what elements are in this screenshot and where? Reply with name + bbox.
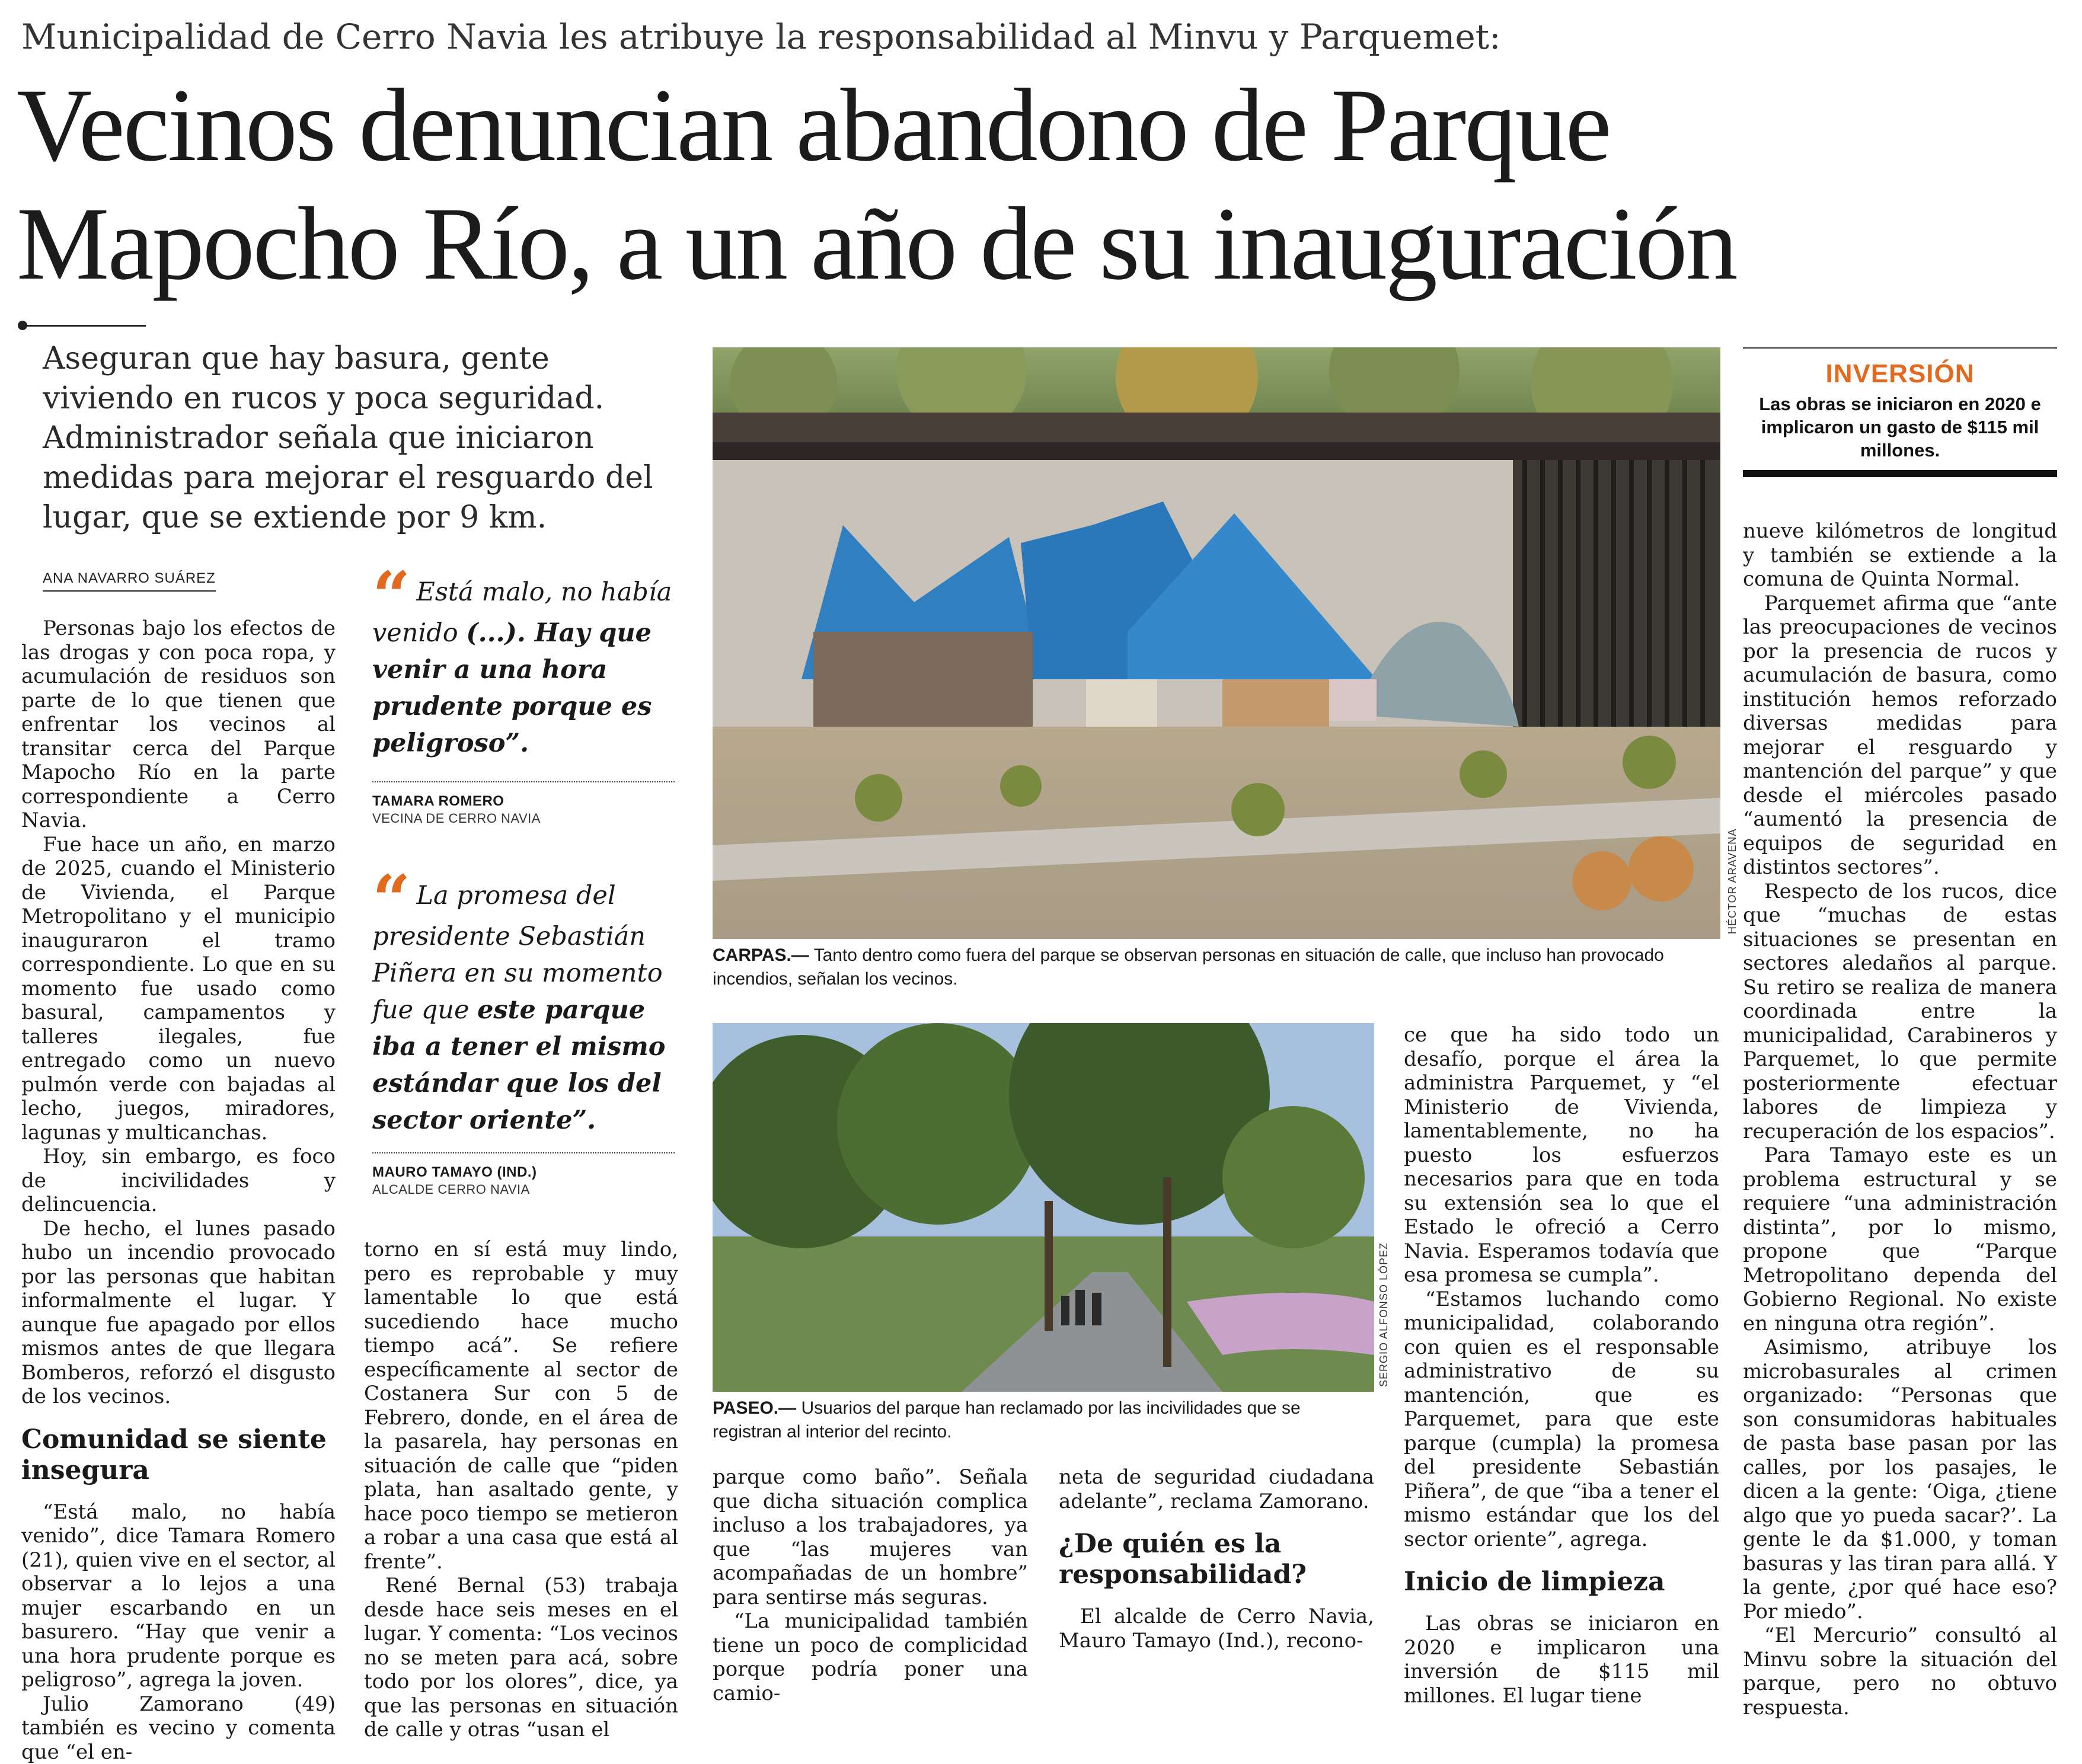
headline <box>17 66 2056 303</box>
column-5 <box>1404 1023 1719 1708</box>
headline-line-2: Mapocho Río, a un año de su inauguración <box>17 185 2056 303</box>
quote-text: La promesa del presidente Sebastián Piñera en su momento fue que <box>372 881 663 1025</box>
paragraph: De hecho, el lunes pasado hubo un incendio provocado por las personas que habitan informalmente el lugar. Y aunque fue apagado por ellos mismos antes de que llegara Bomberos, reforzó el disgusto de los vecinos. <box>21 1217 336 1409</box>
decorative-rule <box>21 325 146 327</box>
headline-line-1: Vecinos denuncian abandono de Parque <box>17 66 2056 185</box>
photo-credit: SERGIO ALFONSO LÓPEZ <box>1378 1242 1390 1387</box>
caption-label: CARPAS.— <box>713 945 809 965</box>
quote-mark-icon: “ <box>372 558 410 635</box>
caption-text: Tanto dentro como fuera del parque se observan personas en situación de calle, que incluso han provocado incendios, señalan los vecinos. <box>713 945 1664 989</box>
paragraph: nueve kilómetros de longitud y también se extiende a la comuna de Quinta Normal. <box>1743 519 2057 592</box>
quote-author-role: VECINA DE CERRO NAVIA <box>372 811 541 826</box>
column-2 <box>364 1238 678 1742</box>
paragraph: parque como baño”. Señala que dicha situación complica incluso a los trabajadores, ya que “las mujeres van acompañadas de un hombre” para sentirse más seguras. <box>713 1465 1028 1609</box>
paragraph: “La municipalidad también tiene un poco de complicidad porque podría poner una camio- <box>713 1609 1028 1705</box>
caption-label: PASEO.— <box>713 1398 796 1418</box>
quote-divider <box>372 1152 675 1153</box>
kicker: Municipalidad de Cerro Navia les atribuye la responsabilidad al Minvu y Parquemet: <box>21 17 2061 57</box>
quote-text: Está malo, no había venido <box>372 577 672 648</box>
photo-caption <box>713 1396 1374 1444</box>
quote-author: TAMARA ROMERO <box>372 793 504 810</box>
subheading: Inicio de limpieza <box>1404 1567 1719 1597</box>
subheading: ¿De quién es la responsabilidad? <box>1059 1529 1374 1590</box>
paragraph: neta de seguridad ciudadana adelante”, reclama Zamorano. <box>1059 1465 1374 1513</box>
pull-quote-2 <box>372 877 675 1139</box>
column-6 <box>1743 519 2057 1720</box>
paragraph: “Está malo, no había venido”, dice Tamara Romero (21), quien vive en el sector, al observar a lo lejos a una mujer escarbando en un basurero. “Hay que venir a una hora prudente porque es peligroso”, agrega la joven. <box>21 1500 336 1692</box>
paragraph: Julio Zamorano (49) también es vecino y comenta que “el en- <box>21 1692 336 1764</box>
decorative-dot <box>18 321 27 330</box>
paragraph: torno en sí está muy lindo, pero es reprobable y muy lamentable lo que está sucediendo hace mucho tiempo acá”. Se refiere específicamente al sector de Costanera Sur con 5 de Febrero, donde, en el área de la pasarela, hay personas en situación de calle que “piden plata, han asaltado gente, y hace poco tiempo se metieron a robar a una casa que está al frente”. <box>364 1238 678 1574</box>
inversion-text: Las obras se iniciaron en 2020 e implicaron un gasto de $115 mil millones. <box>1743 392 2057 462</box>
column-1 <box>21 616 336 1764</box>
quote-mark-icon: “ <box>372 861 410 939</box>
paragraph: “El Mercurio” consultó al Minvu sobre la situación del parque, pero no obtuvo respuesta. <box>1743 1624 2057 1720</box>
column-4 <box>1059 1465 1374 1653</box>
pull-quote-1 <box>372 574 675 762</box>
paragraph: Hoy, sin embargo, es foco de incivilidades y delincuencia. <box>21 1145 336 1217</box>
quote-bold-text: (...). Hay que venir a una hora prudente porque es peligroso <box>372 618 652 758</box>
paragraph: Para Tamayo este es un problema estructural y se requiere “una administración distinta”, por lo mismo, propone que “Parque Metropolitano dependa del Gobierno Regional. No existe en ninguna otra región”. <box>1743 1143 2057 1335</box>
tents-illustration <box>713 347 1720 939</box>
inversion-title: INVERSIÓN <box>1743 359 2057 389</box>
deck: Aseguran que hay basura, gente viviendo en rucos y poca seguridad. Administrador señala que iniciaron medidas para mejorar el resguardo del lugar, que se extiende por 9 km. <box>43 339 659 538</box>
quote-author-role: ALCALDE CERRO NAVIA <box>372 1182 530 1197</box>
subheading: Comunidad se siente insegura <box>21 1424 336 1486</box>
photo-path <box>713 1023 1374 1392</box>
photo-caption <box>713 944 1732 991</box>
paragraph: René Bernal (53) trabaja desde hace seis meses en el lugar. Y comenta: “Los vecinos no se meten para acá, sobre todo por los olores”, dice, ya que las personas en situación de calle y otras “usan el <box>364 1574 678 1742</box>
paragraph: Las obras se iniciaron en 2020 e implicaron una inversión de $115 mil millones. El lugar tiene <box>1404 1612 1719 1708</box>
photo-credit: HÉCTOR ARAVENA <box>1726 829 1739 934</box>
caption-text: Usuarios del parque han reclamado por las incivilidades que se registran al interior del recinto. <box>713 1398 1301 1442</box>
quote-author: MAURO TAMAYO (IND.) <box>372 1164 537 1181</box>
paragraph: Fue hace un año, en marzo de 2025, cuando el Ministerio de Vivienda, el Parque Metropolitano y el municipio inauguraron el tramo correspondiente. Lo que en su momento fue usado como basural, campamentos y talleres ilegales, fue entregado como un nuevo pulmón verde con bajadas al lecho, juegos, miradores, lagunas y multicanchas. <box>21 833 336 1145</box>
paragraph: Personas bajo los efectos de las drogas y con poca ropa, y acumulación de residuos son parte de lo que tienen que enfrentar los vecinos al transitar cerca del Parque Mapocho Río en la parte correspondiente a Cerro Navia. <box>21 616 336 833</box>
byline: ANA NAVARRO SUÁREZ <box>43 570 216 592</box>
quote-end: ”. <box>505 728 529 758</box>
quote-divider <box>372 781 675 782</box>
path-illustration <box>713 1023 1374 1392</box>
paragraph: “Estamos luchando como municipalidad, colaborando con quien es el responsable administrativo de su mantención, que es Parquemet, para que este parque (cumpla) la promesa del presidente Sebastián Piñera”, de que “iba a tener el mismo estándar que los del sector oriente”, agrega. <box>1404 1287 1719 1552</box>
paragraph: Asimismo, atribuye los microbasurales al crimen organizado: “Personas que son consumidoras habituales de pasta base pasan por las calles, por los pasajes, le dicen a la gente: ‘Oiga, ¿tiene algo que yo pueda sacar?’. La gente le da $1.000, y toman basuras y las tiran para allá. Y la gente, ¿por qué hace eso? Por miedo”. <box>1743 1335 2057 1624</box>
column-3 <box>713 1465 1028 1705</box>
paragraph: El alcalde de Cerro Navia, Mauro Tamayo (Ind.), recono- <box>1059 1605 1374 1653</box>
inversion-box <box>1743 347 2057 477</box>
paragraph: Parquemet afirma que “ante las preocupaciones de vecinos por la presencia de rucos y acumulación de basura, como institución hemos reforzado diversas medidas para mejorar el resguardo y mantención del parque” y que desde el miércoles pasado “aumentó la presencia de equipos de seguridad en distintos sectores”. <box>1743 592 2057 880</box>
quote-bold-text: este parque iba a tener el mismo estándar que los del sector oriente <box>372 995 665 1135</box>
photo-tents <box>713 347 1720 939</box>
quote-end: ”. <box>572 1105 596 1135</box>
paragraph: ce que ha sido todo un desafío, porque el área la administra Parquemet, y “el Ministerio de Vivienda, lamentablemente, no ha puesto los esfuerzos necesarios para que en toda su extensión sea lo que el Estado le ofreció a Cerro Navia. Esperamos todavía que esa promesa se cumpla”. <box>1404 1023 1719 1287</box>
paragraph: Respecto de los rucos, dice que “muchas de estas situaciones se presentan en sectores aledaños al parque. Su retiro se realiza de manera coordinada entre la municipalidad, Carabineros y Parquemet, lo que permite posteriormente efectuar labores de limpieza y recuperación de los espacios”. <box>1743 880 2057 1144</box>
